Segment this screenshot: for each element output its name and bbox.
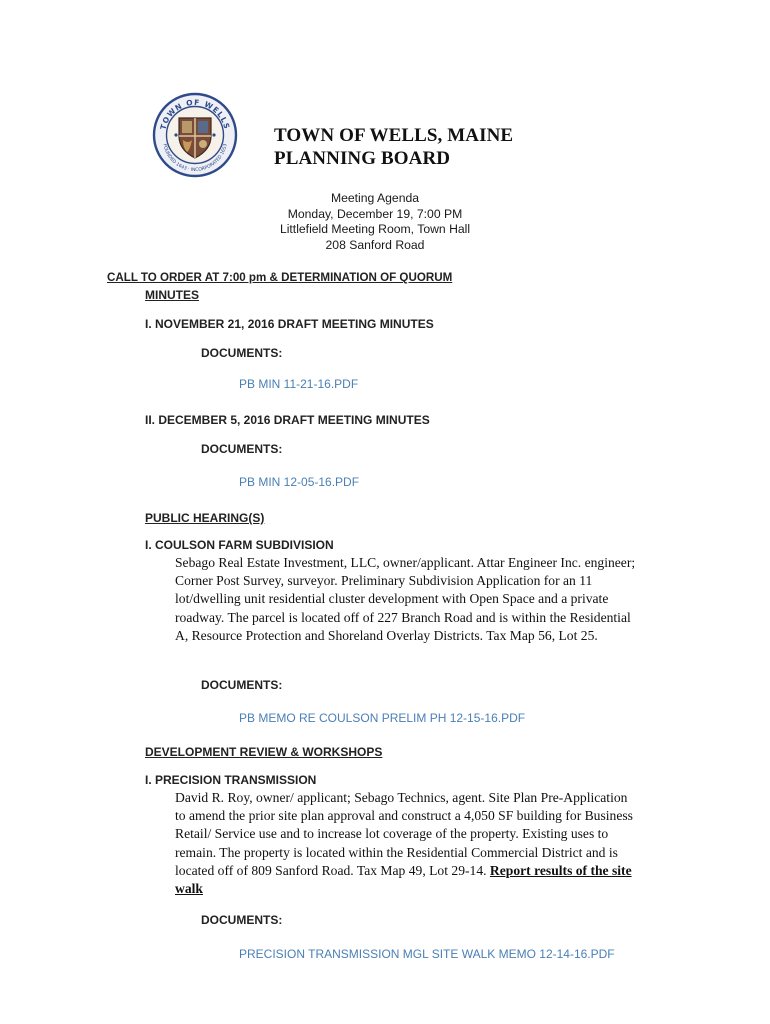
call-to-order-heading: CALL TO ORDER AT 7:00 pm & DETERMINATION OF QUORUM <box>107 271 453 284</box>
public-hearing-item-1-description: Sebago Real Estate Investment, LLC, owner/applicant. Attar Engineer Inc. engineer; Corner Post Survey, surveyor. Preliminary Subdivision Application for an 11 lot/dwelling unit residential cluster development with Open Space and a private roadway. The parcel is located off of 227 Branch Road and is within the Residential A, Resource Protection and Shoreland Overlay Districts. Tax Map 56, Lot 25. <box>175 555 636 643</box>
minutes-item-1-title: I. NOVEMBER 21, 2016 DRAFT MEETING MINUTES <box>145 317 434 331</box>
meeting-date-time: Monday, December 19, 7:00 PM <box>287 206 463 221</box>
meeting-agenda-label: Meeting Agenda <box>330 191 420 205</box>
svg-text:TOWN OF WELLS: TOWN OF WELLS <box>158 97 232 131</box>
public-hearing-item-1-document-link[interactable]: PB MEMO RE COULSON PRELIM PH 12-15-16.PDF <box>239 711 526 725</box>
public-hearing-item-1-documents-label: DOCUMENTS: <box>201 678 283 692</box>
development-review-item-1-document-link[interactable]: PRECISION TRANSMISSION MGL SITE WALK MEMO 12-14-16.PDF <box>239 947 615 961</box>
development-review-item-1-title: I. PRECISION TRANSMISSION <box>145 773 317 787</box>
public-hearing-item-1-title: I. COULSON FARM SUBDIVISION <box>145 538 334 552</box>
meeting-address: 208 Sanford Road <box>325 237 425 252</box>
organization-title-line1: TOWN OF WELLS, MAINE <box>274 125 514 146</box>
minutes-item-1-documents-label: DOCUMENTS: <box>201 346 283 360</box>
svg-text:FOUNDED 1643 · INCORPORATED 16: FOUNDED 1643 · INCORPORATED 1653 <box>161 143 229 174</box>
organization-title-line2: PLANNING BOARD <box>274 148 451 169</box>
meeting-info <box>250 191 500 253</box>
development-review-item-1-description-text: David R. Roy, owner/ applicant; Sebago Technics, agent. Site Plan Pre-Application to amend the prior site plan approval and construct a 4,050 SF building for Business Retail/ Service use and to increase lot coverage of the property. Existing uses to remain. The property is located within the Residential Commercial District and is located off of 809 Sanford Road. Tax Map 49, Lot 29-14. <box>175 790 633 878</box>
minutes-item-2-title: II. DECEMBER 5, 2016 DRAFT MEETING MINUTES <box>145 413 430 427</box>
meeting-location: Littlefield Meeting Room, Town Hall <box>279 222 471 237</box>
public-hearings-heading: PUBLIC HEARING(S) <box>145 511 265 525</box>
organization-title <box>274 124 513 170</box>
development-review-item-1-documents-label: DOCUMENTS: <box>201 913 283 927</box>
site-walk-report-note: Report results of the site walk <box>175 862 632 897</box>
development-review-heading: DEVELOPMENT REVIEW & WORKSHOPS <box>145 745 383 759</box>
minutes-heading: MINUTES <box>145 288 199 302</box>
minutes-item-2-documents-label: DOCUMENTS: <box>201 442 283 456</box>
minutes-item-2-document-link[interactable]: PB MIN 12-05-16.PDF <box>239 475 360 489</box>
town-seal-logo <box>152 92 238 178</box>
development-review-item-1-description <box>175 789 635 898</box>
minutes-item-1-document-link[interactable]: PB MIN 11-21-16.PDF <box>239 377 359 391</box>
